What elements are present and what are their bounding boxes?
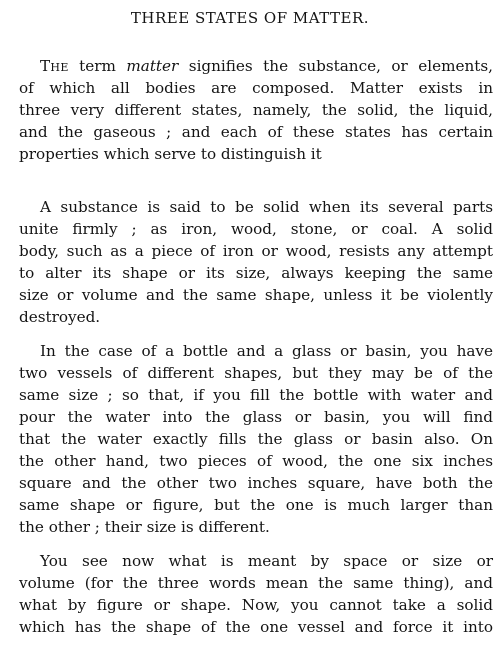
text-run: signifies the substance, or elements, [178,57,493,75]
paragraph-1-line-4: and the gaseous ; and each of these states has certain [19,123,493,141]
paragraph-2-line-1: A substance is said to be solid when its several parts [40,198,493,216]
text-run: term [68,57,127,75]
paragraph-1-line-5: properties which serve to distinguish it [19,145,322,163]
paragraph-2-line-3: body, such as a piece of iron or wood, resists any attempt [19,242,493,260]
paragraph-4-line-4: which has the shape of the one vessel and force it into [19,618,493,636]
paragraph-2-line-5: size or volume and the same shape, unless it be violently [19,286,493,304]
paragraph-3-line-3: same size ; so that, if you fill the bottle with water and [19,386,493,404]
lead-word: The [40,57,69,75]
paragraph-3-line-9: the other ; their size is different. [19,518,270,536]
paragraph-3-line-5: that the water exactly fills the glass or basin also. On [19,430,493,448]
paragraph-4-line-2: volume (for the three words mean the same thing), and [19,574,493,592]
paragraph-2-line-2: unite firmly ; as iron, wood, stone, or coal. A solid [19,220,493,238]
paragraph-3-line-4: pour the water into the glass or basin, you will find [19,408,493,426]
paragraph-4-line-1: You see now what is meant by space or size or [40,552,493,570]
paragraph-3-line-7: square and the other two inches square, have both the [19,474,493,492]
paragraph-3-line-6: the other hand, two pieces of wood, the one six inches [19,452,493,470]
page-title: THREE STATES OF MATTER. [130,9,370,27]
paragraph-2-line-4: to alter its shape or its size, always keeping the same [19,264,493,282]
paragraph-4-line-3: what by figure or shape. Now, you cannot take a solid [19,596,493,614]
paragraph-3-line-1: In the case of a bottle and a glass or basin, you have [40,342,493,360]
paragraph-3-line-8: same shape or figure, but the one is much larger than [19,496,493,514]
paragraph-2-line-6: destroyed. [19,308,101,326]
paragraph-1-line-3: three very different states, namely, the solid, the liquid, [19,101,493,119]
paragraph-3-line-2: two vessels of different shapes, but they may be of the [19,364,493,382]
paragraph-1-line-2: of which all bodies are composed. Matter exists in [19,79,493,97]
paragraph-1-line-1 [40,55,493,77]
italic-word: matter [126,57,179,75]
